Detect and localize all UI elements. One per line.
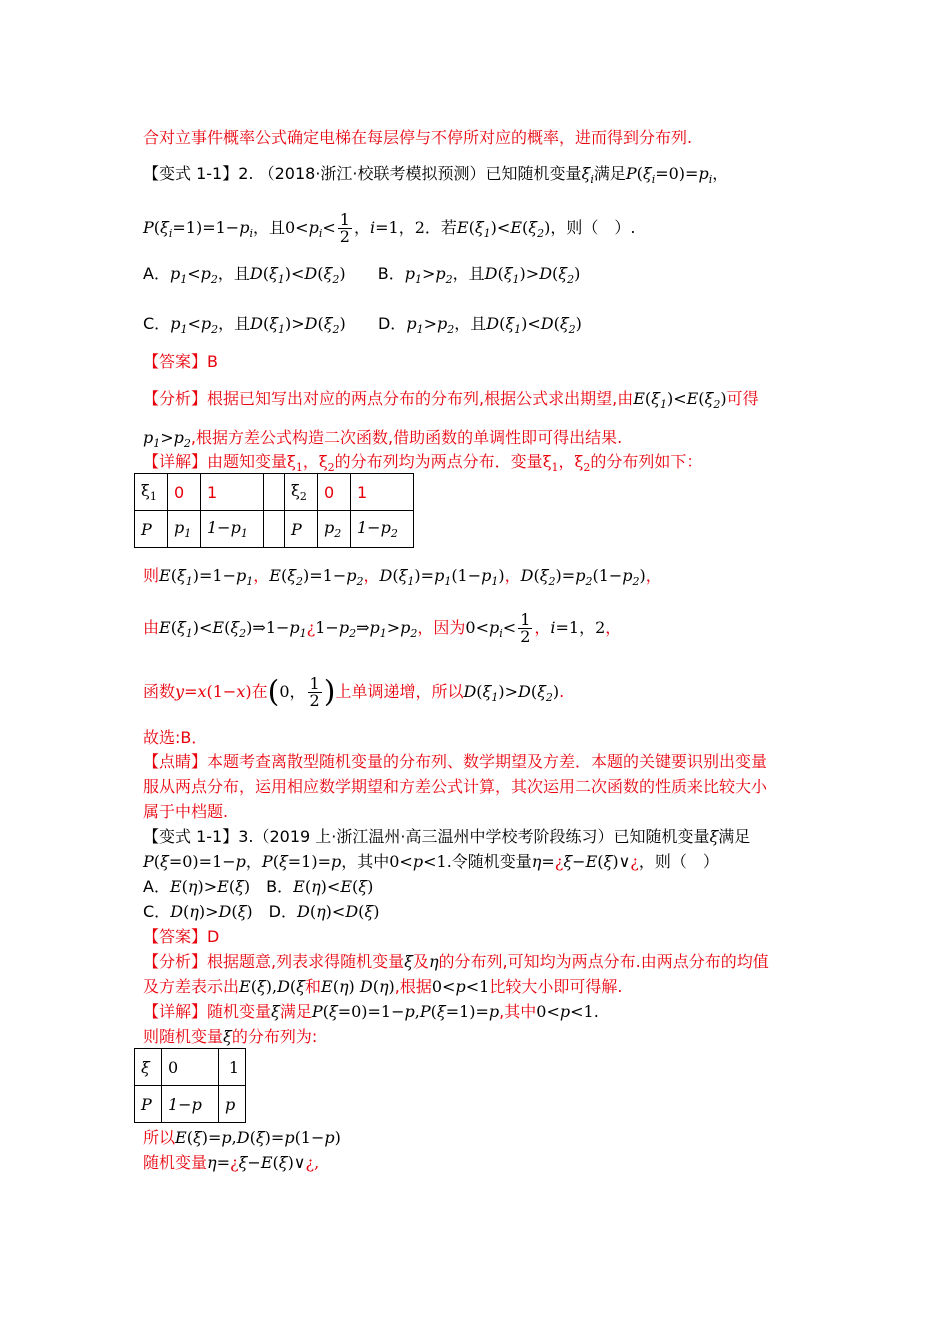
- option-c-label: C．: [143, 902, 171, 921]
- text: 的分布列,可知均为两点分布.由两点分布的均值: [438, 952, 769, 971]
- answer-value: D: [207, 927, 220, 946]
- comment2-line2: 服从两点分布，运用相应数学期望和方差公式计算，其次运用二次函数的性质来比较大小: [143, 777, 768, 796]
- variant3-source: （2019 上·浙江温州·高三温州中学校考阶段练习）已知随机变量: [253, 827, 710, 846]
- distribution-table-2: [134, 1048, 246, 1123]
- table-cell: 1−p: [162, 1086, 219, 1123]
- table-cell: 0: [162, 1049, 219, 1086]
- detail2-expectations: 则$E(\xi_1)=1-p_1$，$E(\xi_2)=1-p_2$，$D(\xi_1)=p_1(1-p_1)$，$D(\xi_2)=p_2(1-p_2)$，: [143, 566, 662, 588]
- text: 的分布列均为两点分布．变量: [334, 452, 543, 471]
- text: ,根据: [394, 977, 432, 996]
- text: ，因为: [417, 618, 466, 637]
- options-cd: C．$p_1<p_2$，且$D(\xi_1)>D(\xi_2)$ D．$p_1>p_2$，且$D(\xi_1)<D(\xi_2)$: [143, 314, 582, 336]
- table-cell: P: [135, 511, 168, 548]
- answer3: [143, 927, 219, 947]
- variant3-stem-2: P(ξ=0)=1−p，P(ξ=1)=p，其中0<p<1.令随机变量η=¿ξ−E(ξ)∨¿，则（ ）: [143, 852, 719, 871]
- table-cell: $\xi_1$: [135, 474, 168, 511]
- variant2-stem: 【变式 1-1】2. （2018·浙江·校联考模拟预测）已知随机变量$\xi_i$满足$P(\xi_i=0)=p_i$，: [143, 164, 729, 186]
- text: 本题考查离散型随机变量的分布列、数学期望及方差．本题的关键要识别出变量: [207, 752, 768, 771]
- option-d-label: D．: [377, 314, 407, 333]
- option-d-label: D．: [268, 902, 297, 921]
- text: 且: [268, 218, 285, 237]
- analysis3-line1: 【分析】根据题意,列表求得随机变量ξ及η的分布列,可知均为两点分布.由两点分布的均值: [143, 952, 769, 971]
- options-ab: A．$p_1<p_2$，且$D(\xi_1)<D(\xi_2)$ B．$p_1>p_2$，且$D(\xi_1)>D(\xi_2)$: [143, 264, 581, 286]
- text: ，且: [454, 314, 487, 333]
- option-b-label: B．: [377, 264, 405, 283]
- text: 比较大小即可得解.: [489, 977, 623, 996]
- distribution-table-1: [134, 473, 414, 548]
- answer-tag: 【答案】: [143, 352, 208, 371]
- text: ,根据方差公式构造二次函数,借助函数的单调性即可得出结果.: [190, 428, 623, 447]
- variant2-source: （2018·浙江·校联考模拟预测）已知随机变量: [258, 164, 582, 183]
- text: 可得: [726, 389, 759, 408]
- detail3-line2: 则随机变量ξ的分布列为:: [143, 1027, 318, 1046]
- text: .令随机变量: [446, 852, 532, 871]
- variant3-stem: 【变式 1-1】3.（2019 上·浙江温州·高三温州中学校考阶段练习）已知随机变量ξ满足: [143, 827, 751, 846]
- detail-tag: 【详解】: [143, 452, 208, 471]
- fraction-half: $\frac{1}{2}$: [339, 210, 350, 246]
- text: 及方差表示出: [143, 977, 240, 996]
- text: ，且: [217, 264, 250, 283]
- options3-cd: C．D(η)>D(ξ) D．D(η)<D(ξ): [143, 902, 380, 921]
- table-spacer: [264, 511, 285, 548]
- table-cell: $1-p_1$: [201, 511, 264, 548]
- text: ，则（ ）.: [550, 218, 636, 237]
- text: ,其中: [499, 1002, 537, 1021]
- table-cell: $p_2$: [318, 511, 351, 548]
- text: ，则（ ）: [638, 852, 719, 871]
- text: 在: [251, 682, 268, 701]
- analysis2-line1: 【分析】根据已知写出对应的两点分布的分布列,根据公式求出期望,由$E(\xi_1)<E(\xi_2)$可得: [143, 389, 759, 411]
- detail2-function: 函数y=x(1−x)在(0， $\frac{1}{2}$ )上单调递增，所以$D(\xi_1)>D(\xi_2)$.: [143, 674, 565, 710]
- table-cell: p: [219, 1086, 246, 1123]
- text: 满足: [279, 1002, 312, 1021]
- variant2-stem-2: $P(\xi_i=1)=1-p_i$，且$0<p_i<$ $\frac{1}{2}$ ，i=1，2．若$E(\xi_1)<E(\xi_2)$，则（ ）.: [143, 210, 636, 246]
- intro-line: 合对立事件概率公式确定电梯在每层停与不停所对应的概率，进而得到分布列.: [143, 128, 693, 147]
- text: 根据已知写出对应的两点分布的分布列,根据公式求出期望,由: [207, 389, 634, 408]
- table-spacer: [264, 474, 285, 511]
- analysis-tag: 【分析】: [143, 389, 208, 408]
- option-b-label: B．: [266, 877, 294, 896]
- detail-tag: 【详解】: [143, 1002, 208, 1021]
- text: 根据题意,列表求得随机变量: [207, 952, 405, 971]
- option-a-label: A．: [143, 877, 170, 896]
- table-cell: $1-p_2$: [351, 511, 414, 548]
- text: 则: [143, 566, 160, 585]
- analysis3-line2: 及方差表示出E(ξ),D(ξ和E(η) D(η),根据0<p<1比较大小即可得解.: [143, 977, 623, 996]
- table-cell: $\xi_2$: [285, 474, 318, 511]
- text: 函数: [143, 682, 176, 701]
- analysis-tag: 【分析】: [143, 952, 208, 971]
- table-cell: 1: [351, 474, 414, 511]
- text: 若: [440, 218, 457, 237]
- table-cell: 1: [219, 1049, 246, 1086]
- text: 随机变量: [143, 1153, 208, 1172]
- detail3-eta: 随机变量η=¿ξ−E(ξ)∨¿,: [143, 1153, 320, 1172]
- option-c-label: C．: [143, 314, 171, 333]
- text: 满足: [593, 164, 626, 183]
- answer2: [143, 352, 218, 372]
- comment2-line1: [143, 752, 767, 772]
- text: 随机变量: [207, 1002, 272, 1021]
- table-cell: P: [135, 1086, 162, 1123]
- detail2-line: 【详解】由题知变量$\xi_1$，$\xi_2$的分布列均为两点分布．变量$\xi_1$，$\xi_2$的分布列如下：: [143, 452, 703, 474]
- comment2-line3: 属于中档题.: [143, 802, 229, 821]
- table-cell: $p_1$: [168, 511, 201, 548]
- comment-tag: 【点睛】: [143, 752, 208, 771]
- text: 和: [304, 977, 321, 996]
- detail3-line: 【详解】随机变量ξ满足P(ξ=0)=1−p,P(ξ=1)=p,其中0<p<1.: [143, 1002, 599, 1021]
- text: ，且: [452, 264, 485, 283]
- text: ，且: [218, 314, 251, 333]
- table-cell: P: [285, 511, 318, 548]
- option-a-label: A．: [143, 264, 170, 283]
- table-cell: 0: [318, 474, 351, 511]
- table-cell: 0: [168, 474, 201, 511]
- text: 满足: [718, 827, 751, 846]
- analysis2-line2: $p_1>p_2$,根据方差公式构造二次函数,借助函数的单调性即可得出结果.: [143, 428, 623, 450]
- text: 由: [143, 618, 160, 637]
- text: ，其中: [341, 852, 390, 871]
- text: 及: [412, 952, 429, 971]
- answer-tag: 【答案】: [143, 927, 208, 946]
- table-cell: ξ: [135, 1049, 162, 1086]
- text: 的分布列如下：: [590, 452, 703, 471]
- text: 由题知变量: [207, 452, 288, 471]
- text: 的分布列为:: [231, 1027, 318, 1046]
- fraction-half: $\frac{1}{2}$: [520, 610, 531, 646]
- variant3-tag: 【变式 1-1】3.: [143, 827, 254, 846]
- detail2-derivation: 由$E(\xi_1)<E(\xi_2)\Rightarrow 1-p_1¿1-p_2\Rightarrow p_1>p_2$，因为$0<p_i<$ $\frac{1}{2}$ ，i=1，2，: [143, 610, 622, 646]
- options3-ab: A．E(η)>E(ξ) B．E(η)<E(ξ): [143, 877, 374, 896]
- fraction-half: $\frac{1}{2}$: [309, 674, 320, 710]
- detail3-so: 所以E(ξ)=p,D(ξ)=p(1−p): [143, 1128, 341, 1147]
- table-cell: 1: [201, 474, 264, 511]
- answer-value: B: [207, 352, 218, 371]
- variant2-tag: 【变式 1-1】2.: [143, 164, 254, 183]
- text: 所以: [143, 1128, 176, 1147]
- text: 则随机变量: [143, 1027, 224, 1046]
- text: 上单调递增，所以: [335, 682, 464, 701]
- choose-line: 故选:B．: [143, 728, 208, 747]
